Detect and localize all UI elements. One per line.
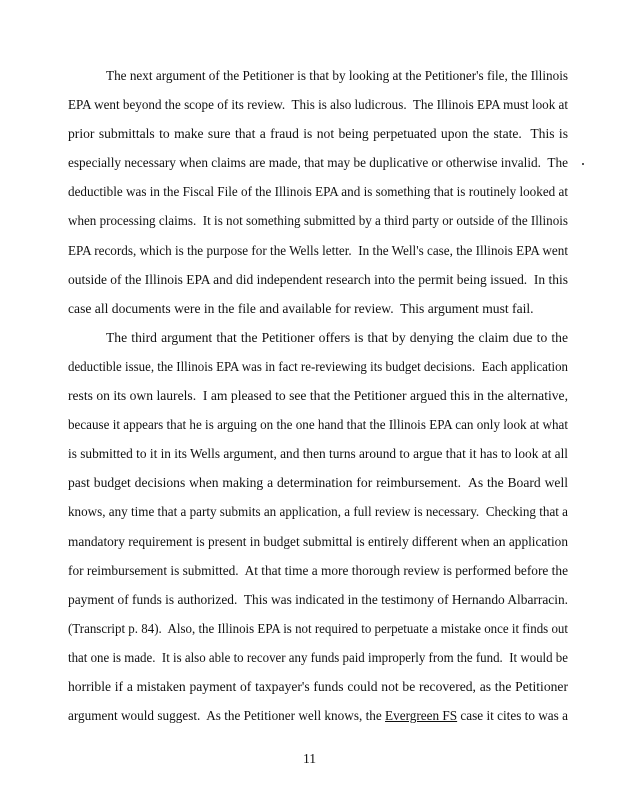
- text-line: [68, 327, 568, 356]
- text-line: [68, 94, 568, 123]
- text-line: [68, 414, 568, 443]
- text-line: [68, 501, 568, 530]
- case-citation: Evergreen FS: [385, 708, 458, 724]
- text-line: [68, 65, 568, 94]
- document-body: [68, 65, 568, 734]
- text-line: [68, 385, 568, 414]
- text-line: [68, 298, 568, 327]
- line-text: especially necessary when claims are made, that may be duplicative or otherwise invalid. The: [68, 155, 568, 171]
- line-text: knows, any time that a party submits an application, a full review is necessary. Checking that a: [68, 504, 568, 520]
- line-text: The third argument that the Petitioner offers is that by denying the claim due to the: [106, 329, 568, 345]
- text-line: [68, 647, 568, 676]
- line-text: outside of the Illinois EPA and did independent research into the permit being issued. In this: [68, 271, 568, 287]
- line-text: horrible if a mistaken payment of taxpayer's funds could not be recovered, as the Petitioner: [68, 678, 568, 694]
- line-text: (Transcript p. 84). Also, the Illinois EPA is not required to perpetuate a mistake once it finds out: [68, 620, 568, 636]
- text-line: [68, 560, 568, 589]
- line-text: that one is made. It is also able to recover any funds paid improperly from the fund. It would be: [68, 649, 568, 665]
- text-line: [68, 618, 568, 647]
- paragraph-2: [68, 327, 568, 734]
- page-number: 11: [302, 751, 317, 766]
- text-line: [68, 705, 568, 734]
- text-line: [68, 443, 568, 472]
- line-text: when processing claims. It is not something submitted by a third party or outside of the Illinois: [68, 213, 568, 229]
- margin-mark: [582, 163, 584, 165]
- line-text: deductible was in the Fiscal File of the Illinois EPA and is something that is routinely looked at: [68, 184, 568, 200]
- text-line: [68, 531, 568, 560]
- text-line: [68, 589, 568, 618]
- paragraph-1: [68, 65, 568, 327]
- text-line: [68, 181, 568, 210]
- text-line: [68, 210, 568, 239]
- line-text: because it appears that he is arguing on the one hand that the Illinois EPA can only look at what: [68, 417, 568, 433]
- text-line: [68, 472, 568, 501]
- line-text: rests on its own laurels. I am pleased to see that the Petitioner argued this in the alternative,: [68, 388, 568, 404]
- text-line: [68, 356, 568, 385]
- line-text: EPA went beyond the scope of its review. This is also ludicrous. The Illinois EPA must look at: [68, 97, 568, 113]
- text-line: [68, 123, 568, 152]
- final-line: [68, 705, 568, 727]
- line-text: case all documents were in the file and available for review. This argument must fail.: [68, 300, 534, 316]
- line-text: prior submittals to make sure that a fraud is not being perpetuated upon the state. This is: [68, 126, 568, 142]
- line-text: payment of funds is authorized. This was indicated in the testimony of Hernando Albarracin.: [68, 591, 568, 607]
- text-line: [68, 269, 568, 298]
- line-text: mandatory requirement is present in budget submittal is entirely different when an application: [68, 533, 568, 549]
- line-text: for reimbursement is submitted. At that time a more thorough review is performed before the: [68, 562, 568, 578]
- line-text: argument would suggest. As the Petitioner well knows, the: [68, 708, 386, 724]
- line-text: EPA records, which is the purpose for the Wells letter. In the Well's case, the Illinois EPA went: [68, 242, 568, 258]
- line-text: is submitted to it in its Wells argument, and then turns around to argue that it has to look at all: [68, 446, 568, 462]
- line-text: past budget decisions when making a determination for reimbursement. As the Board well: [68, 475, 568, 491]
- text-line: [68, 152, 568, 181]
- text-line: [68, 676, 568, 705]
- line-text: case it cites to was a: [457, 708, 568, 724]
- text-line: [68, 240, 568, 269]
- line-text: The next argument of the Petitioner is that by looking at the Petitioner's file, the Illinois: [106, 68, 568, 83]
- line-text: deductible issue, the Illinois EPA was in fact re-reviewing its budget decisions. Each application: [68, 358, 568, 374]
